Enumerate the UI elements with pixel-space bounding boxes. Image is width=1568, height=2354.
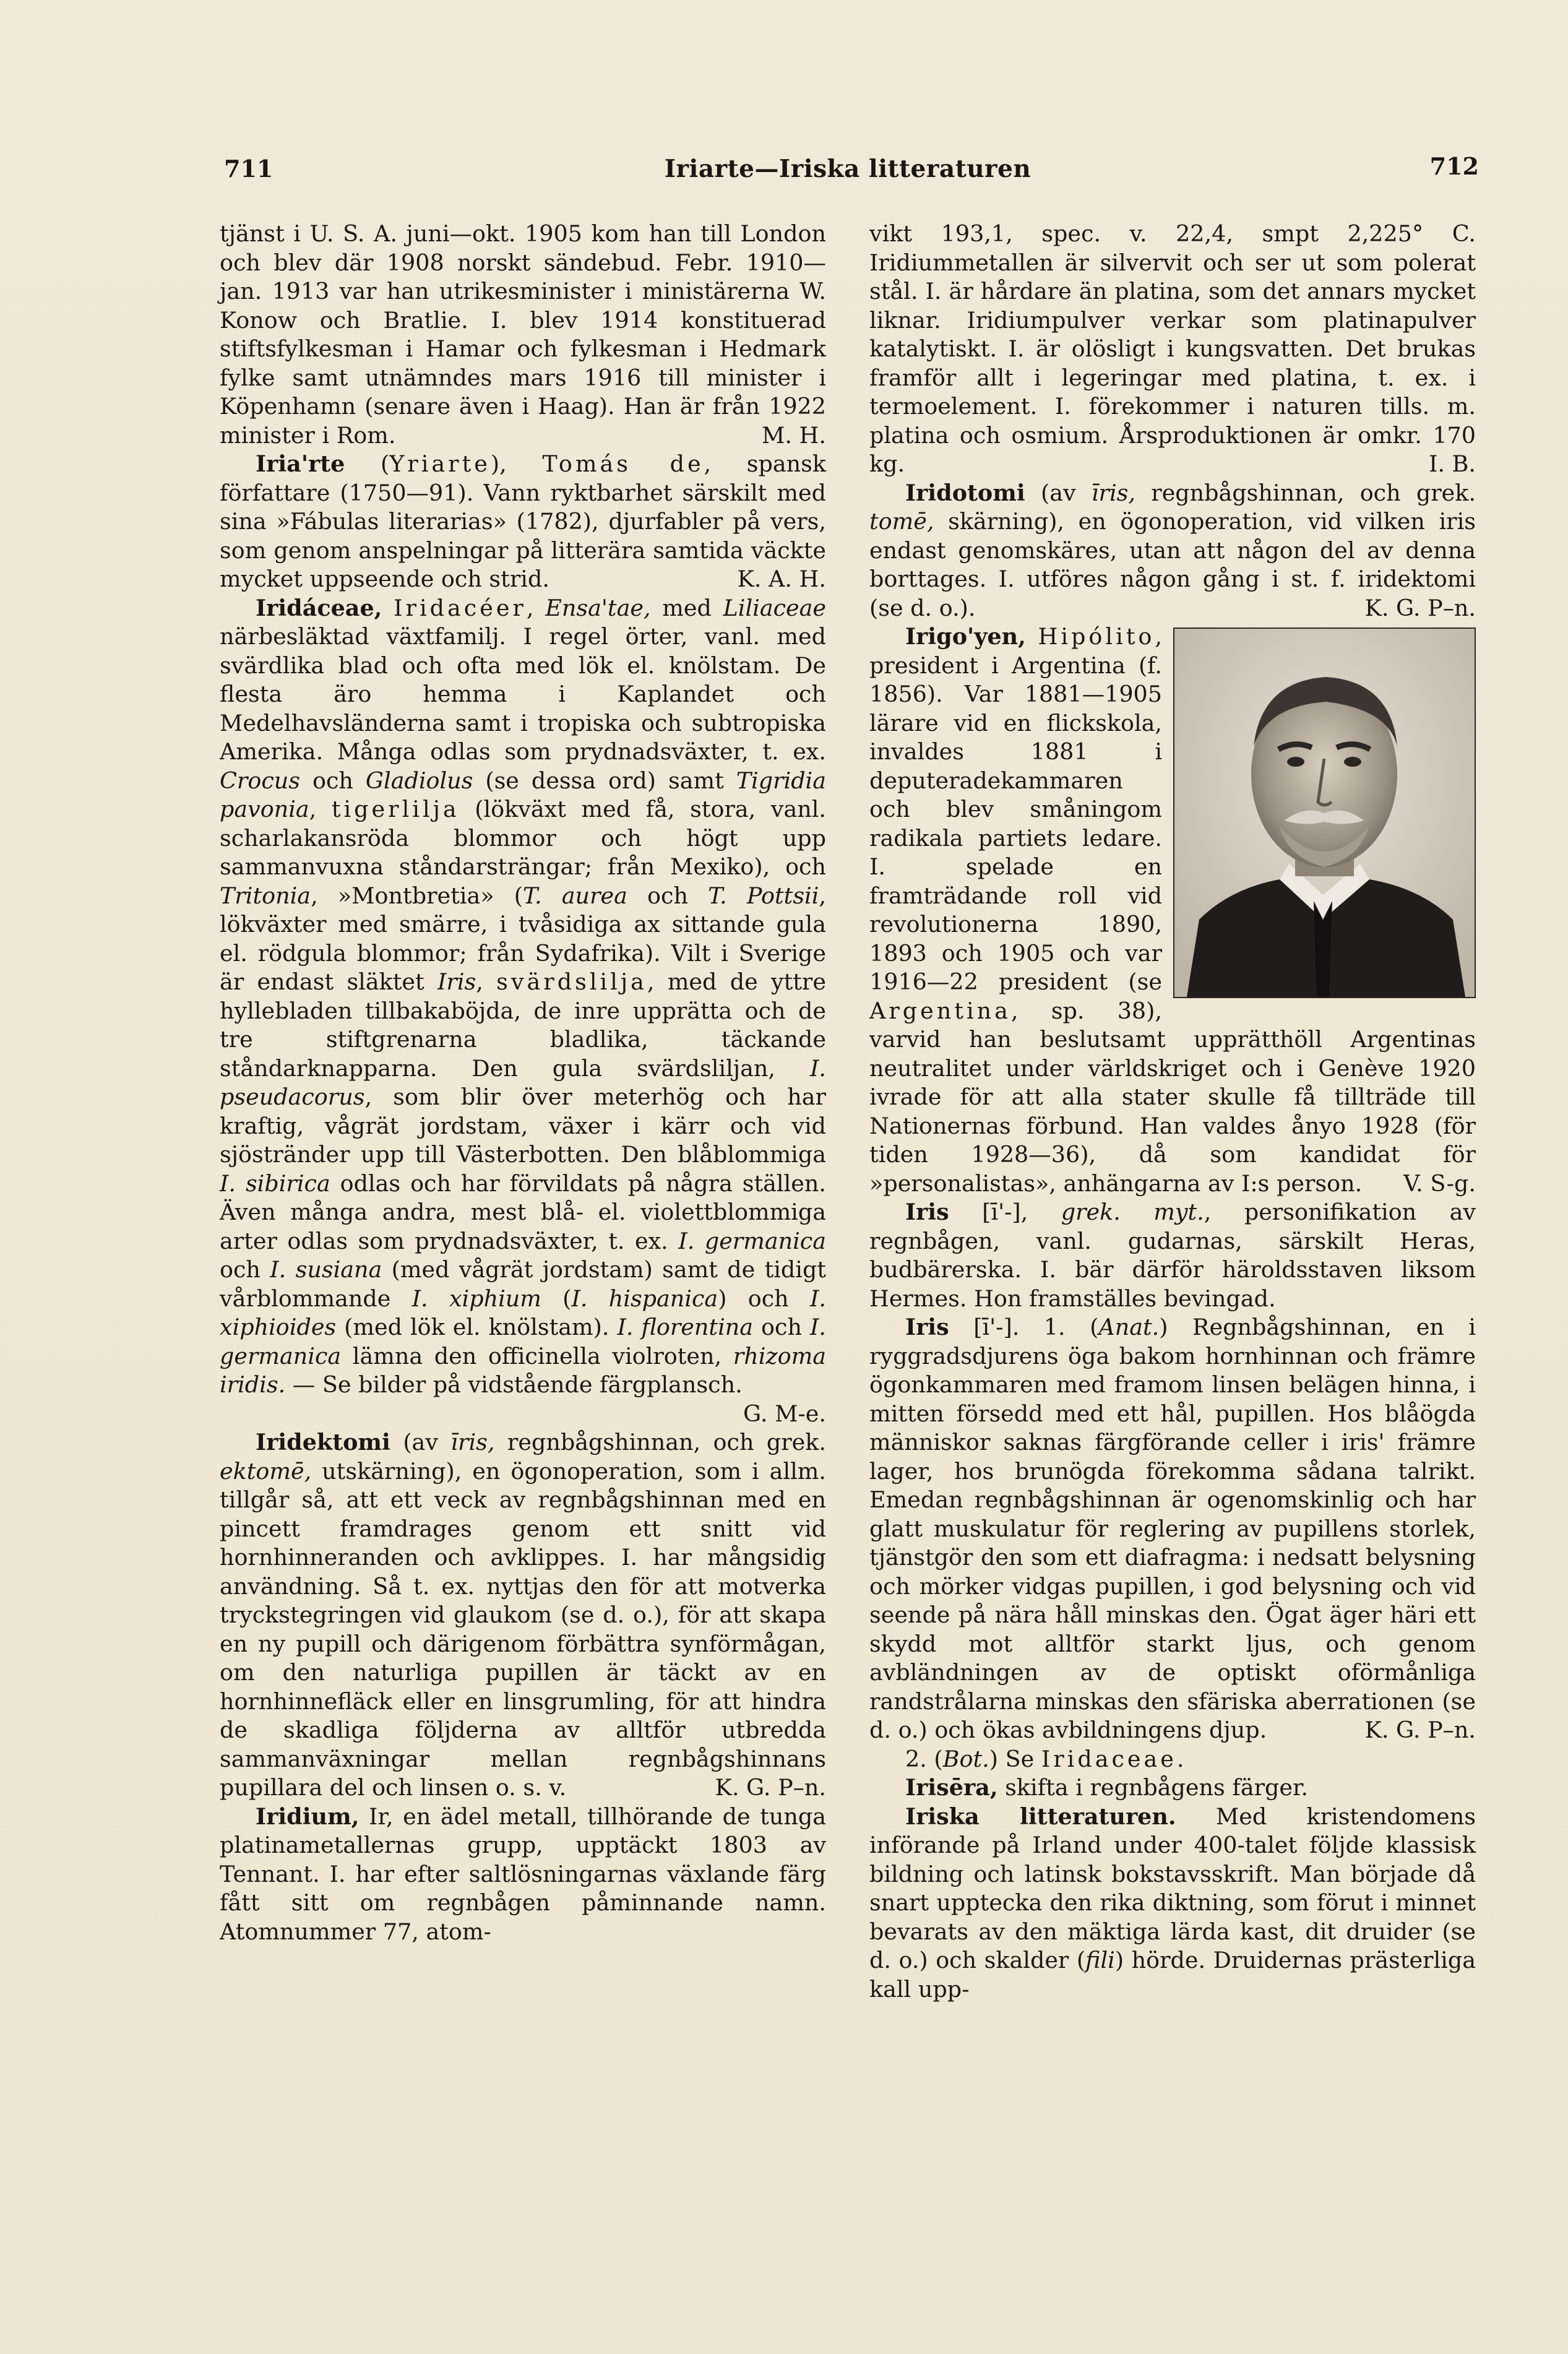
- author-signature: M. H.: [761, 421, 826, 449]
- headword: Iridáceae,: [256, 594, 382, 621]
- headword: Iris: [905, 1199, 949, 1225]
- entry-irigoyen: Irigo'yen, Hipólito, president i Argentina (f. 1856). Var 1881—1905 lärare vid en flickskola, invaldes 1881 i deputeradekammaren och blev småningom radikala partiets ledare. I. spelade en framträdande roll vid revolutionerna 1890, 1893 och 1905 och var 1916—22 president (se Argentina, sp. 38), varvid han beslutsamt upprätthöll Argentinas neutralitet under världskriget och i Genève 1920 ivrade för att alla stater skulle få tillträde till Nationernas förbund. Han valdes ånyo 1928 (för tiden 1928—36), då som kandidat för »personalistas», anhängarna av I:s person. V. S-g.: [869, 623, 1476, 1198]
- author-signature: K. G. P–n.: [1364, 1717, 1476, 1743]
- portrait-photo-icon: [1173, 627, 1476, 998]
- headword: Iridium,: [256, 1803, 360, 1830]
- entry-continuation: vikt 193,1, spec. v. 22,4, smpt 2,225° C. Iridiummetallen är silvervit och ser ut som polerat stål. I. är hårdare än platina, som det annars mycket liknar. Iridiumpulver verkar som platinapulver katalytiskt. I. är olösligt i kungsvatten. Det brukas framför allt i legeringar med platina, t. ex. i termoelement. I. förekommer i naturen tills. m. platina och osmium. Årsproduktionen är omkr. 170 kg. I. B.: [869, 220, 1476, 479]
- entry-iris-myth: Iris [ī'-], grek. myt., personifikation av regnbågen, vanl. gudarnas, särskilt Heras, budbärerska. I. bär därför häroldsstaven liksom Hermes. Hon framställes bevingad.: [869, 1199, 1476, 1312]
- entry-irisera: Irisēra, skifta i regnbågens färger.: [905, 1774, 1309, 1801]
- author-signature: K. G. P–n.: [1364, 594, 1476, 621]
- page-number-right: 712: [1429, 152, 1479, 180]
- author-signature: I. B.: [1428, 451, 1476, 477]
- entry-iriska-litteraturen: Iriska litteraturen. Med kristendomens införande på Irland under 400-talet följde klassisk bildning och latinsk bokstavsskrift. Man började då snart upptecka den rika diktning, som förut i minnet bevarats av den mäktiga lärda kast, dit druider (se d. o.) och skalder (fili) hörde. Druidernas prästerliga kall upp-: [869, 1803, 1476, 2003]
- entry-continuation: tjänst i U. S. A. juni—okt. 1905 kom han till London och blev där 1908 norskt sändebud. Febr. 1910—jan. 1913 var han utrikesminister i ministärerna W. Konow och Bratlie. I. blev 1914 konstituerad stiftsfylkesman i Hamar och fylkesman i Hedmark fylke samt utnämndes mars 1916 till minister i Köpenhamn (senare även i Haag). Han är från 1922 minister i Rom. M. H.: [220, 220, 826, 450]
- entry-iridaceae: Iridáceae, Iridacéer, Ensa'tae, med Liliaceae närbesläktad växtfamilj. I regel örter, vanl. med svärdlika blad och ofta med lök el. knölstam. De flesta äro hemma i Kaplandet och Medelhavsländerna samt i tropiska och subtropiska Amerika. Många odlas som prydnadsväxter, t. ex. Crocus och Gladiolus (se dessa ord) samt Tigridia pavonia, tigerlilja (lökväxt med få, stora, vanl. scharlakansröda blommor och högt upp sammanvuxna ståndarsträngar; från Mexiko), och Tritonia, »Montbretia» (T. aurea och T. Pottsii, lökväxter med smärre, i tvåsidiga ax sittande gula el. rödgula blommor; från Sydafrika). Vilt i Sverige är endast släktet Iris, svärdslilja, med de yttre hyllebladen tillbakaböjda, de inre upprätta och de tre stiftgrenarna bladlika, täckande ståndarknapparna. Den gula svärdsliljan, I. pseudacorus, som blir över meterhög och har kraftig, vågrät jordstam, växer i kärr och vid sjöstränder upp till Västerbotten. Den blåblommiga I. sibirica odlas och har förvildats på några ställen. Även många andra, mest blå- el. violettblommiga arter odlas som prydnadsväxter, t. ex. I. germanica och I. susiana (med vågrät jordstam) samt de tidigt vårblommande I. xiphium (I. hispanica) och I. xiphioides (med lök el. knölstam). I. florentina och I. germanica lämna den officinella violroten, rhizoma iridis. — Se bilder på vidstående färgplansch. G. M-e.: [220, 594, 826, 1400]
- headword: Irigo'yen,: [905, 623, 1026, 650]
- page-header: [217, 152, 1479, 192]
- page-number-left: 711: [224, 155, 274, 183]
- right-column: [869, 220, 1476, 2004]
- headword: Iriska litteraturen.: [905, 1803, 1176, 1830]
- entry-iridektomi: Iridektomi (av īris, regnbågshinnan, och grek. ektomē, utskärning), en ögonoperation, som i allm. tillgår så, att ett veck av regnbågshinnan med en pincett framdrages genom ett snitt vid hornhinneranden och avklippes. I. har mångsidig användning. Så t. ex. nyttjas den för att motverka tryckstegringen vid glaukom (se d. o.), för att skapa en ny pupill och därigenom förbättra synförmågan, om den naturliga pupillen är täckt av en hornhinnefläck eller en linsgrumling, för att hindra de skadliga följderna av alltför utbredda sammanväxningar mellan regnbågshinnans pupillara del och linsen o. s. v. K. G. P–n.: [220, 1428, 826, 1803]
- headword: Iridotomi: [905, 479, 1025, 506]
- headword: Iridektomi: [256, 1429, 390, 1455]
- entry-iridotomi: Iridotomi (av īris, regnbågshinnan, och grek. tomē, skärning), en ögonoperation, vid vilken iris endast genomskäres, utan att någon del av denna borttages. I. utföres någon gång i st. f. iridektomi (se d. o.). K. G. P–n.: [869, 479, 1476, 623]
- headword: Irisēra,: [905, 1774, 998, 1801]
- headword: Iria'rte: [256, 451, 345, 477]
- entry-iridium: Iridium, Ir, en ädel metall, tillhörande de tunga platinametallernas grupp, upptäckt 1803 av Tennant. I. har efter saltlösningarnas växlande färg fått sitt om regnbågen påminnande namn. Atomnummer 77, atom-: [220, 1803, 826, 1945]
- author-signature: G. M-e.: [743, 1400, 826, 1427]
- entry-iris-bot: 2. (Bot.) Se Iridaceae.: [905, 1745, 1184, 1772]
- running-title: Iriarte—Iriska litteraturen: [664, 155, 1032, 183]
- headword: Iris: [905, 1314, 949, 1340]
- author-signature: K. A. H.: [737, 566, 826, 592]
- entry-iriarte: Iria'rte (Yriarte), Tomás de, spansk författare (1750—91). Vann ryktbarhet särskilt med sina »Fábulas literarias» (1782), djurfabler på vers, som genom anspelningar på litterära samtida väckte mycket uppseende och strid. K. A. H.: [220, 450, 826, 594]
- left-column: [220, 220, 826, 1946]
- entry-iris-anat: Iris [ī'-]. 1. (Anat.) Regnbågshinnan, en i ryggradsdjurens öga bakom hornhinnan och främre ögonkammaren med framom linsen belägen hinna, i mitten försedd med ett hål, pupillen. Hos blåögda människor saknas färgförande celler i iris' främre lager, hos brunögda förekomma sådana talrikt. Emedan regnbågshinnan är ogenomskinlig och har glatt muskulatur för reglering av pupillens storlek, tjänstgör den som ett diafragma: i nedsatt belysning och mörker vidgas pupillen, i god belysning och vid seende på nära håll minskas den. Ögat äger häri ett skydd mot alltför starkt ljus, och genom avbländningen av de optiskt oförmånliga randstrålarna minskas den sfäriska aberrationen (se d. o.) och ökas avbildningens djup. K. G. P–n.: [869, 1313, 1476, 1745]
- author-signature: V. S-g.: [1403, 1170, 1476, 1197]
- author-signature: K. G. P–n.: [715, 1774, 826, 1801]
